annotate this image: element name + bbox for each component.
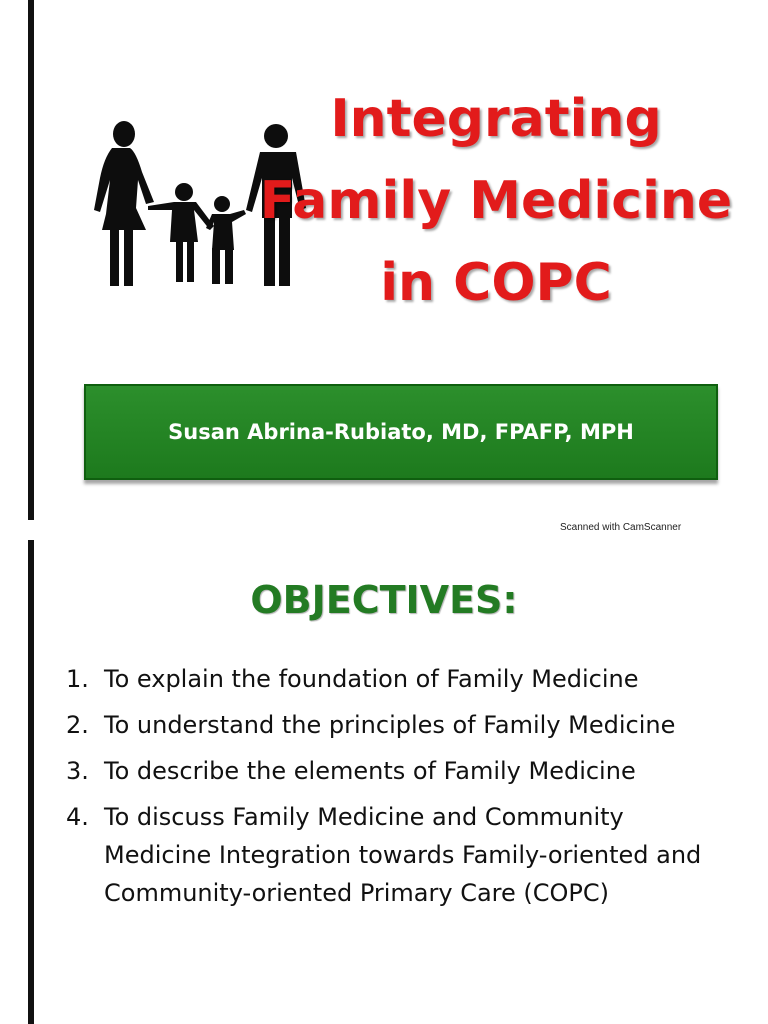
list-text: To discuss Family Medicine and Community Medicine Integration towards Family-oriented and Community-oriented Primary Care (COPC): [104, 803, 702, 907]
list-item: [66, 798, 726, 912]
presentation-title: [236, 78, 756, 324]
list-text: To explain the foundation of Family Medicine: [104, 665, 639, 693]
list-item: [66, 752, 726, 790]
list-number: 4.: [66, 803, 89, 831]
author-name: Susan Abrina-Rubiato, MD, FPAFP, MPH: [168, 420, 634, 444]
list-item: [66, 660, 726, 698]
list-number: 1.: [66, 665, 89, 693]
list-text: To describe the elements of Family Medicine: [104, 757, 636, 785]
title-line-2: Family Medicine: [259, 171, 733, 231]
list-number: 3.: [66, 757, 89, 785]
title-line-1: Integrating: [330, 89, 662, 149]
author-banner: [84, 384, 718, 480]
list-number: 2.: [66, 711, 89, 739]
list-item: [66, 706, 726, 744]
objectives-heading: OBJECTIVES:: [250, 578, 518, 622]
title-line-3: in COPC: [380, 253, 612, 313]
list-text: To understand the principles of Family Medicine: [104, 711, 676, 739]
scan-watermark: Scanned with CamScanner: [560, 522, 682, 533]
objectives-list: [66, 660, 726, 920]
